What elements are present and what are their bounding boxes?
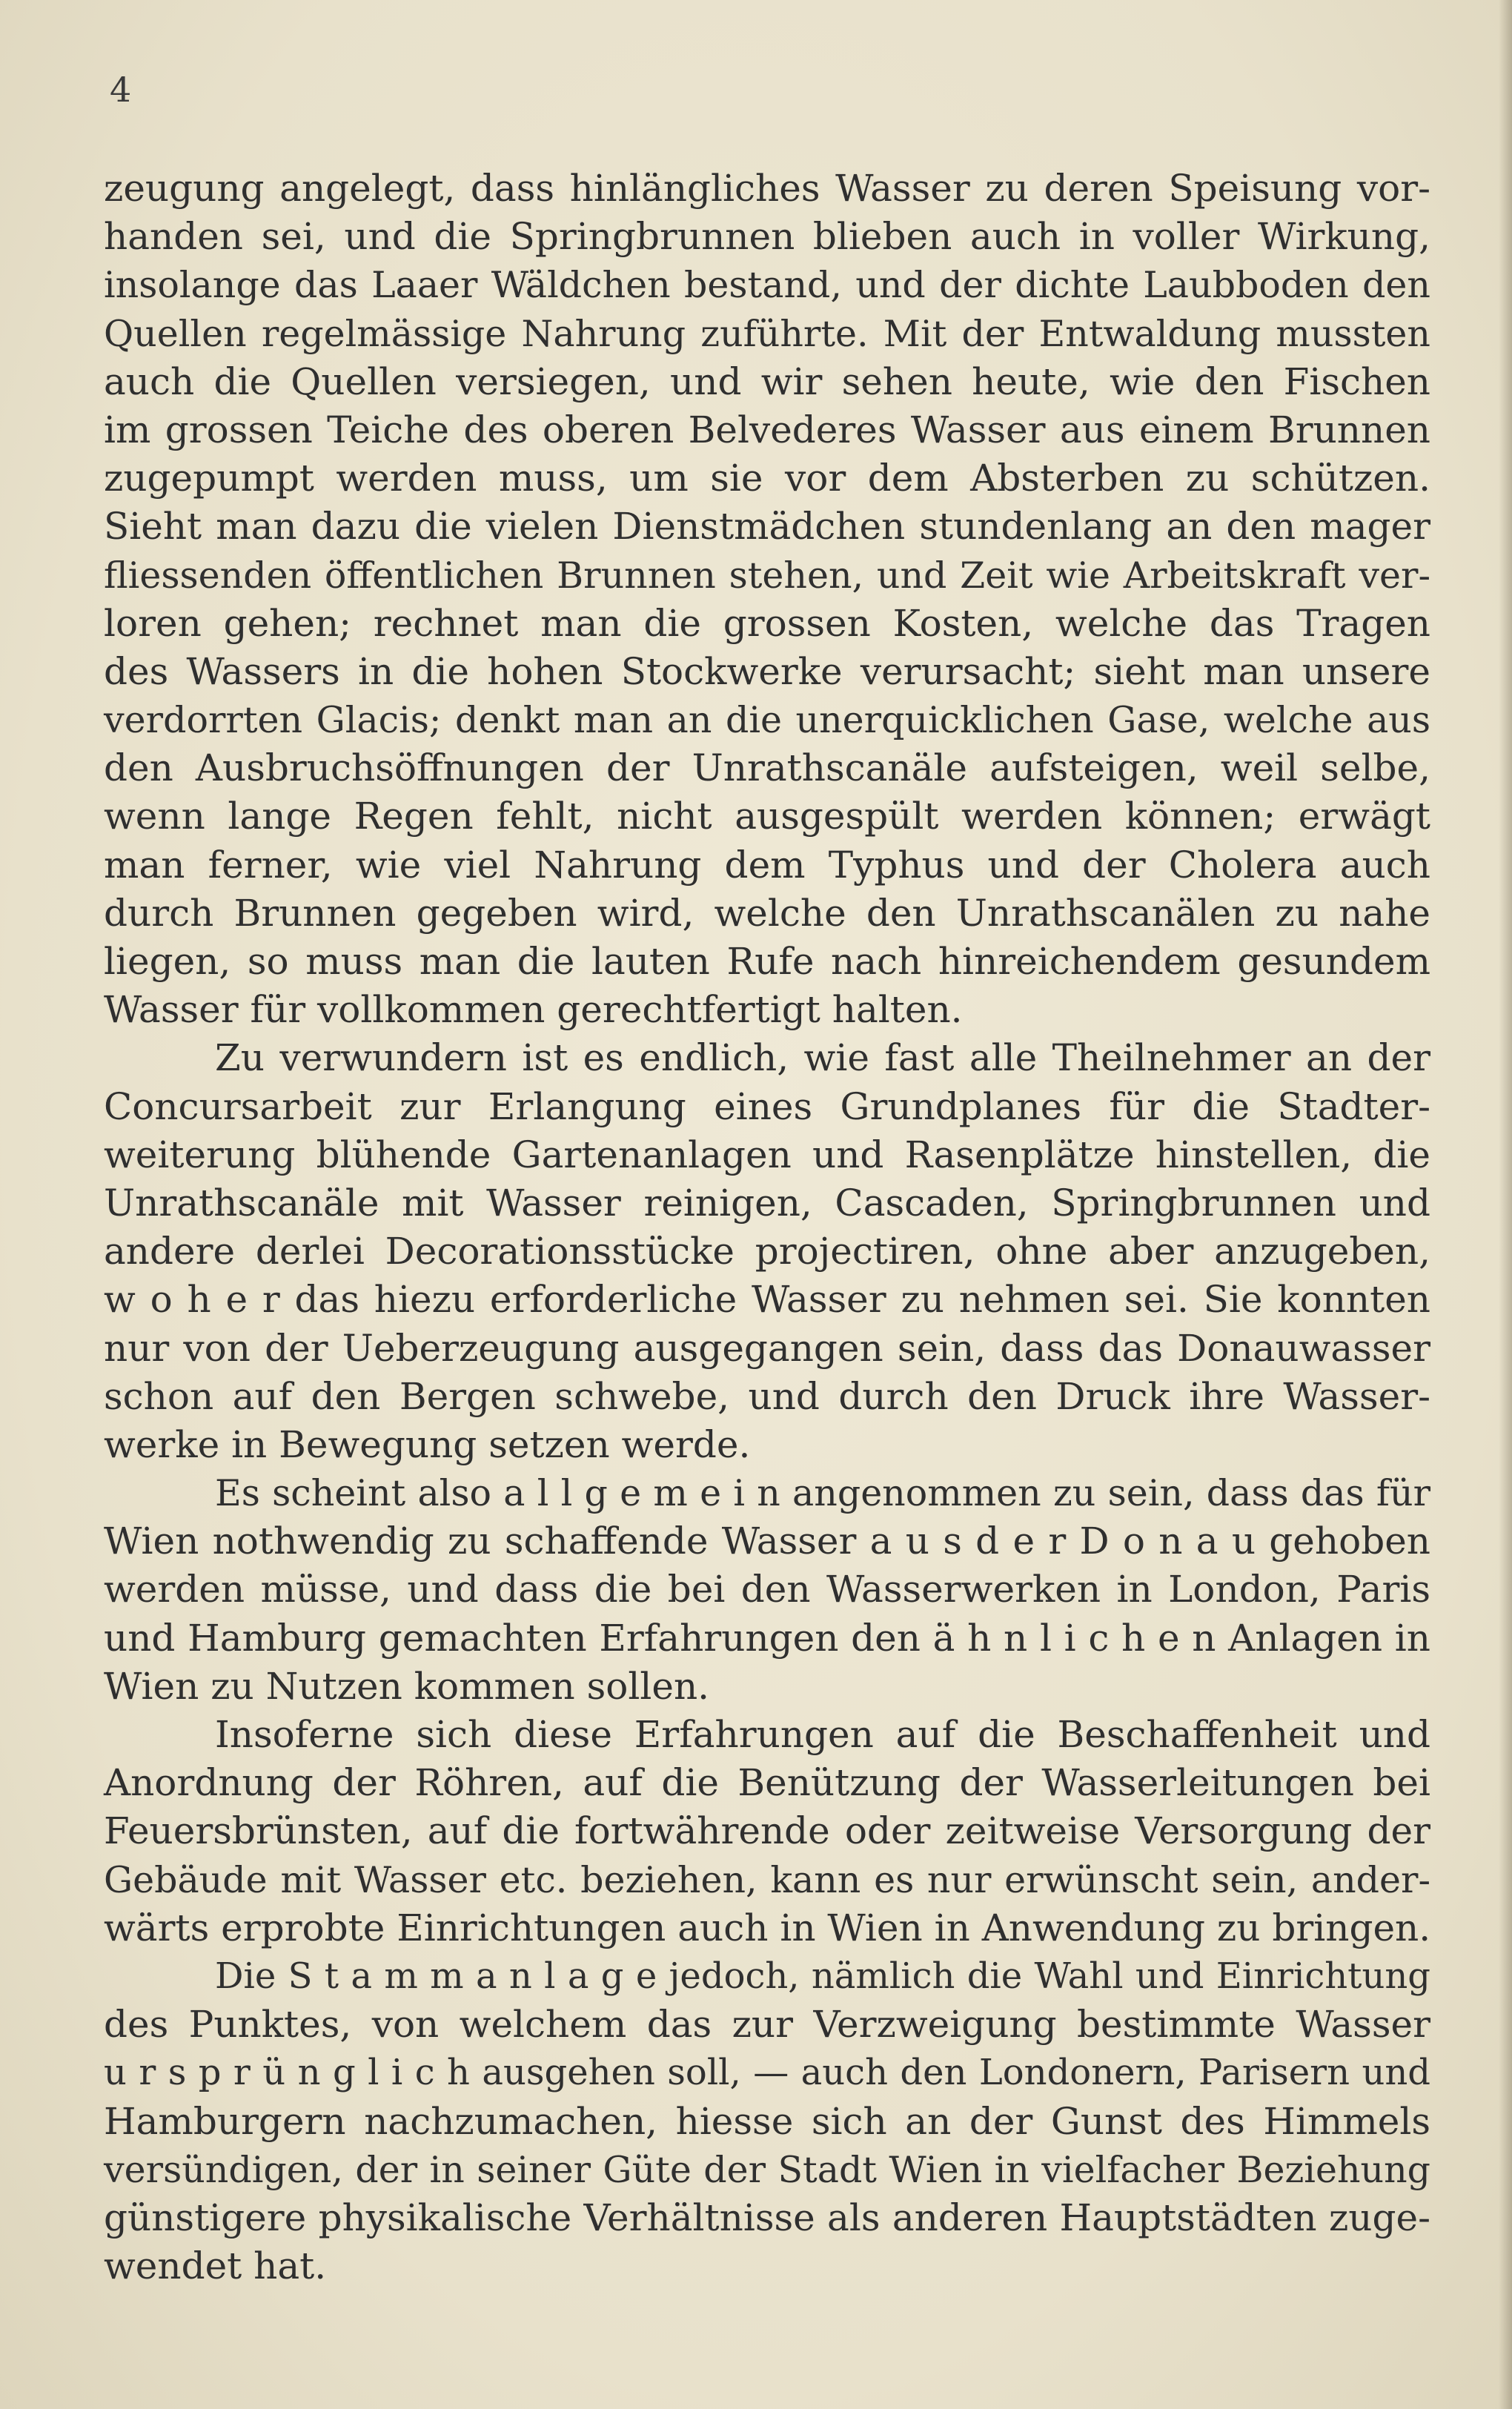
text-line: durch Brunnen gegeben wird, welche den Unrathscanälen zu nahe <box>104 891 1430 935</box>
text-line: zeugung angelegt, dass hinlängliches Wasser zu deren Speisung vor- <box>104 167 1430 210</box>
text-line: liegen, so muss man die lauten Rufe nach hinreichendem gesundem <box>104 940 1430 983</box>
text-line: werke in Bewegung setzen werde. <box>104 1422 751 1466</box>
text-line: Sieht man dazu die vielen Dienstmädchen stundenlang an den mager <box>104 505 1430 549</box>
text-line: handen sei, und die Springbrunnen blieben auch in voller Wirkung, <box>104 215 1430 259</box>
text-line: u r s p r ü n g l i c h ausgehen soll, — auch den Londonern, Parisern und <box>104 2052 1430 2094</box>
text-line: Insoferne sich diese Erfahrungen auf die Beschaffenheit und <box>215 1713 1430 1756</box>
text-line: fliessenden öffentlichen Brunnen stehen, und Zeit wie Arbeitskraft ver- <box>104 554 1430 597</box>
text-line: des Wassers in die hohen Stockwerke verursacht; sieht man unsere <box>104 649 1430 693</box>
text-line: Zu verwundern ist es endlich, wie fast alle Theilnehmer an der <box>215 1036 1430 1080</box>
text-line: Feuersbrünsten, auf die fortwährende oder zeitweise Versorgung der <box>104 1809 1430 1853</box>
text-line: Wien zu Nutzen kommen sollen. <box>104 1664 710 1708</box>
text-line: den Ausbruchsöffnungen der Unrathscanäle aufsteigen, weil selbe, <box>104 746 1430 790</box>
text-line: des Punktes, von welchem das zur Verzweigung bestimmte Wasser <box>104 2003 1430 2047</box>
text-line: Concursarbeit zur Erlangung eines Grundplanes für die Stadter- <box>104 1084 1430 1128</box>
text-line: andere derlei Decorationsstücke projectiren, ohne aber anzugeben, <box>104 1230 1430 1273</box>
text-line: werden müsse, und dass die bei den Wasserwerken in London, Paris <box>104 1568 1430 1611</box>
text-line: wärts erprobte Einrichtungen auch in Wien in Anwendung zu bringen. <box>104 1906 1431 1949</box>
text-line: verdorrten Glacis; denkt man an die unerquicklichen Gase, welche aus <box>104 699 1430 742</box>
text-line: schon auf den Bergen schwebe, und durch den Druck ihre Wasser- <box>104 1374 1430 1418</box>
body-text <box>104 165 1430 2290</box>
text-line: man ferner, wie viel Nahrung dem Typhus und der Cholera auch <box>104 843 1430 887</box>
text-line: Die S t a m m a n l a g e jedoch, nämlich die Wahl und Einrichtung <box>215 1955 1430 1997</box>
text-line: und Hamburg gemachten Erfahrungen den ä h n l i c h e n Anlagen in <box>104 1616 1430 1660</box>
text-line: günstigere physikalische Verhältnisse als anderen Hauptstädten zuge- <box>104 2196 1430 2239</box>
text-line: Quellen regelmässige Nahrung zuführte. Mit der Entwaldung mussten <box>104 312 1430 355</box>
text-line: wenn lange Regen fehlt, nicht ausgespült werden können; erwägt <box>104 795 1430 838</box>
text-line: loren gehen; rechnet man die grossen Kosten, welche das Tragen <box>104 601 1430 645</box>
text-line: Anordnung der Röhren, auf die Benützung der Wasserleitungen bei <box>104 1761 1430 1805</box>
text-line: weiterung blühende Gartenanlagen und Rasenplätze hinstellen, die <box>104 1133 1430 1176</box>
text-line: Wien nothwendig zu schaffende Wasser a u s d e r D o n a u gehoben <box>104 1520 1430 1563</box>
text-line: nur von der Ueberzeugung ausgegangen sein, dass das Donauwasser <box>104 1326 1430 1370</box>
text-line: auch die Quellen versiegen, und wir sehen heute, wie den Fischen <box>104 359 1430 403</box>
text-line: im grossen Teiche des oberen Belvederes Wasser aus einem Brunnen <box>104 408 1430 451</box>
text-line: Hamburgern nachzumachen, hiesse sich an der Gunst des Himmels <box>104 2099 1430 2143</box>
text-line: Gebäude mit Wasser etc. beziehen, kann es nur erwünscht sein, ander- <box>104 1858 1430 1901</box>
page-number: 4 <box>110 70 132 110</box>
text-line: insolange das Laaer Wäldchen bestand, und der dichte Laubboden den <box>104 264 1430 307</box>
text-line: w o h e r das hiezu erforderliche Wasser zu nehmen sei. Sie konnten <box>104 1278 1430 1322</box>
text-line: Es scheint also a l l g e m e i n angenommen zu sein, dass das für <box>215 1472 1430 1515</box>
text-line: zugepumpt werden muss, um sie vor dem Absterben zu schützen. <box>104 457 1430 500</box>
text-line: Wasser für vollkommen gerechtfertigt halten. <box>104 988 963 1032</box>
page-edge-shadow <box>1499 0 1512 2409</box>
text-line: Unrathscanäle mit Wasser reinigen, Cascaden, Springbrunnen und <box>104 1181 1430 1225</box>
text-line: wendet hat. <box>104 2244 327 2288</box>
text-line: versündigen, der in seiner Güte der Stadt Wien in vielfacher Beziehung <box>104 2148 1430 2191</box>
